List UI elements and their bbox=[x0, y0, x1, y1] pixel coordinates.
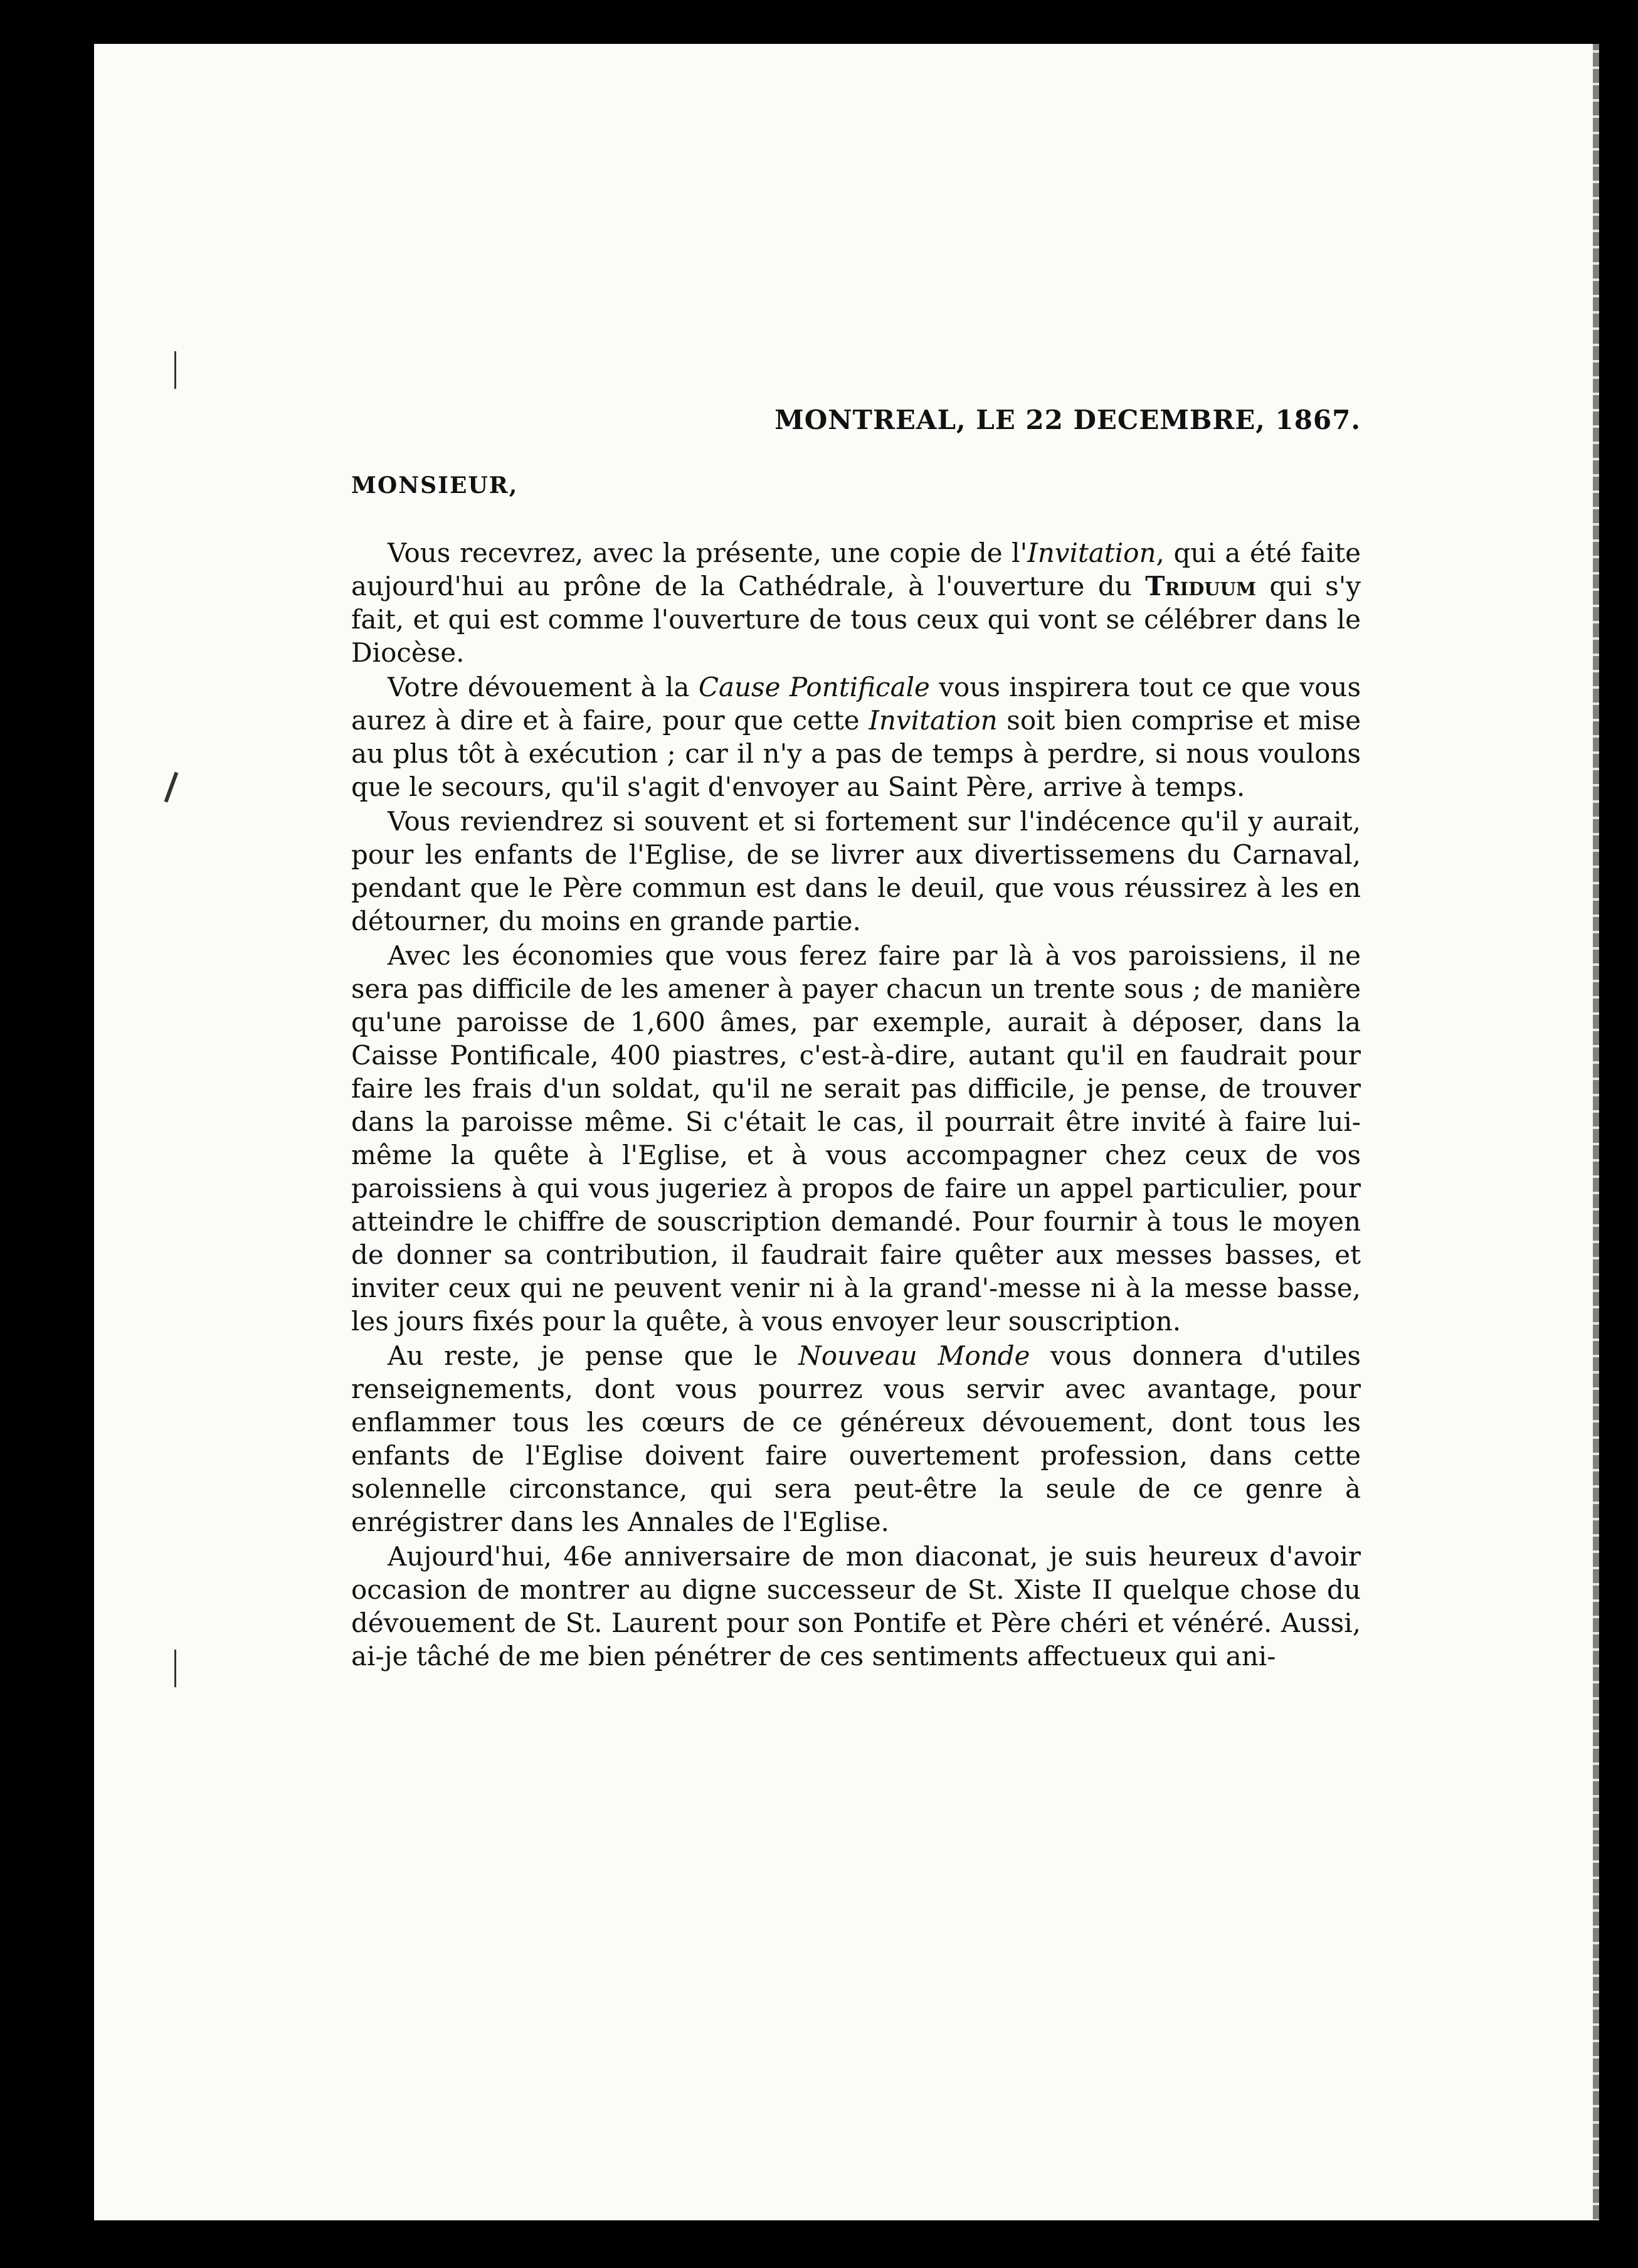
paragraph bbox=[351, 536, 1361, 669]
italic-run: Invitation bbox=[869, 704, 998, 736]
margin-mark bbox=[174, 351, 176, 389]
smallcaps-run: Triduum bbox=[1145, 570, 1256, 601]
salutation: MONSIEUR, bbox=[351, 472, 519, 499]
paragraph bbox=[351, 939, 1361, 1338]
paragraph bbox=[351, 1339, 1361, 1539]
margin-mark bbox=[164, 771, 179, 802]
text-run: Au reste, je pense que le bbox=[388, 1340, 799, 1371]
italic-run: Nouveau Monde bbox=[798, 1340, 1030, 1371]
text-run: , qui a été faite aujourd'hui au prône de la Cathédrale, à l'ouverture du bbox=[351, 537, 1361, 601]
text-run: soit bien comprise et mise au plus tôt à exécution ; car il n'y a pas de temps à perdre, si nous voulons que le secours, qu'il s'agit d'envoyer au Saint Père, arrive à temps. bbox=[351, 704, 1361, 802]
page-edge-shadow bbox=[1593, 44, 1599, 2220]
italic-run: Invitation bbox=[1027, 537, 1156, 568]
paragraphs bbox=[351, 536, 1361, 1673]
text-run: Vous reviendrez si souvent et si fortement sur l'indécence qu'il y aurait, pour les enfants de l'Eglise, de se livrer aux divertissemens du Carnaval, pendant que le Père commun est dans le deuil, que vous réussirez à les en détourner, du moins en grande partie. bbox=[351, 805, 1361, 936]
text-run: Aujourd'hui, 46e anniversaire de mon diaconat, je suis heureux d'avoir occasion de montrer au digne successeur de St. Xiste II quelque chose du dévouement de St. Laurent pour son Pontife et Père chéri et vénéré. Aussi, ai-je tâché de me bien pénétrer de ces sentiments affectueux qui ani- bbox=[351, 1540, 1361, 1672]
margin-mark bbox=[174, 1650, 176, 1687]
text-run: Votre dévouement à la bbox=[388, 671, 699, 702]
text-run: Avec les économies que vous ferez faire par là à vos paroissiens, il ne sera pas difficile de les amener à payer chacun un trente sous ; de manière qu'une paroisse de 1,600 âmes, par exemple, aurait à déposer, dans la Caisse Pontificale, 400 piastres, c'est-à-dire, autant qu'il en faudrait pour faire les frais d'un soldat, qu'il ne serait pas difficile, je pense, de trouver dans la paroisse même. Si c'était le cas, il pourrait être invité à faire lui-même la quête à l'Eglise, et à vous accompagner chez ceux de vos paroissiens à qui vous jugeriez à propos de faire un appel particulier, pour atteindre le chiffre de souscription demandé. Pour fournir à tous le moyen de donner sa contribution, il faudrait faire quêter aux messes basses, et inviter ceux qui ne peuvent venir ni à la grand'-messe ni à la messe basse, les jours fixés pour la quête, à vous envoyer leur souscription. bbox=[351, 940, 1361, 1337]
scanned-page bbox=[94, 44, 1599, 2220]
dateline: MONTREAL, LE 22 DECEMBRE, 1867. bbox=[774, 405, 1361, 435]
text-run: vous donnera d'utiles renseignements, dont vous pourrez vous servir avec avantage, pour enflammer tous les cœurs de ce généreux dévouement, dont tous les enfants de l'Eglise doivent faire ouvertement profession, dans cette solennelle circonstance, qui sera peut-être la seule de ce genre à enrégistrer dans les Annales de l'Eglise. bbox=[351, 1340, 1361, 1537]
text-run: vous inspirera tout ce que vous aurez à dire et à faire, pour que cette bbox=[351, 671, 1361, 736]
text-run: Vous recevrez, avec la présente, une copie de l' bbox=[388, 537, 1028, 568]
italic-run: Cause Pontificale bbox=[698, 671, 930, 702]
paragraph bbox=[351, 670, 1361, 803]
paragraph bbox=[351, 1540, 1361, 1673]
paragraph bbox=[351, 805, 1361, 938]
text-run: qui s'y fait, et qui est comme l'ouverture de tous ceux qui vont se célébrer dans le Diocèse. bbox=[351, 570, 1361, 668]
letter-body bbox=[351, 405, 1361, 1673]
